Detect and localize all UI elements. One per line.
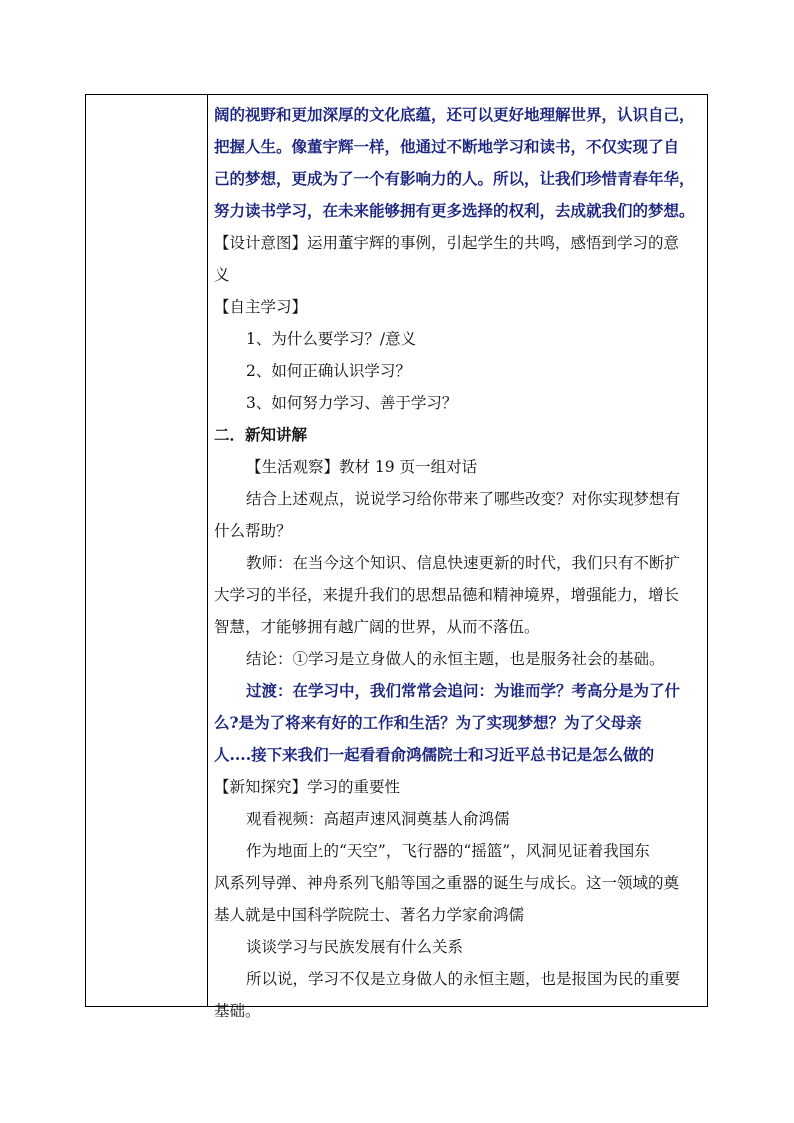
text-line: 【生活观察】教材 19 页一组对话 <box>246 458 478 476</box>
text-line: 过渡：在学习中，我们常常会追问：为谁而学？考高分是为了什 <box>246 681 681 700</box>
text-line: 义 <box>214 266 230 284</box>
text-line: 己的梦想，更成为了一个有影响力的人。所以，让我们珍惜青春年华， <box>214 169 695 188</box>
text-line: 【设计意图】运用董宇辉的事例，引起学生的共鸣，感悟到学习的意 <box>214 234 680 252</box>
column-divider <box>207 95 208 1006</box>
text-line: 努力读书学习，在未来能够拥有更多选择的权利，去成就我们的梦想。 <box>214 201 695 220</box>
text-line: 【自主学习】 <box>214 298 308 316</box>
lesson-content-cell <box>214 99 704 1027</box>
text-line: 1、为什么要学习？/意义 <box>246 330 417 348</box>
text-line: 二．新知讲解 <box>214 425 308 444</box>
lesson-table <box>85 94 708 1020</box>
text-line: 基人就是中国科学院院士、著名力学家俞鸿儒 <box>214 906 525 924</box>
text-line: 谈谈学习与民族发展有什么关系 <box>246 938 464 956</box>
text-line: 所以说，学习不仅是立身做人的永恒主题，也是报国为民的重要 <box>246 970 681 988</box>
text-line: 人....接下来我们一起看看俞鸿儒院士和习近平总书记是怎么做的 <box>214 745 655 764</box>
text-line: 把握人生。像董宇辉一样，他通过不断地学习和读书，不仅实现了自 <box>214 137 680 156</box>
text-line: 结论：①学习是立身做人的永恒主题，也是服务社会的基础。 <box>246 650 665 668</box>
text-line: 智慧，才能够拥有越广阔的世界，从而不落伍。 <box>214 618 540 636</box>
text-line: 什么帮助？ <box>214 522 292 540</box>
text-line: 结合上述观点，说说学习给你带来了哪些改变？对你实现梦想有 <box>246 490 681 508</box>
text-line: 阔的视野和更加深厚的文化底蕴，还可以更好地理解世界，认识自己， <box>214 105 695 124</box>
text-line: 2、如何正确认识学习？ <box>246 362 411 380</box>
text-line: 【新知探究】学习的重要性 <box>214 778 401 796</box>
text-line: 大学习的半径，来提升我们的思想品德和精神境界，增强能力，增长 <box>214 586 680 604</box>
text-line: 基础。 <box>214 1002 261 1020</box>
text-line: 作为地面上的“天空”，飞行器的“摇篮”，风洞见证着我国东 <box>246 842 650 860</box>
text-line: 风系列导弹、神舟系列飞船等国之重器的诞生与成长。这一领域的奠 <box>214 874 680 892</box>
text-line: 么?是为了将来有好的工作和生活？为了实现梦想？为了父母亲 <box>214 713 642 732</box>
text-line: 3、如何努力学习、善于学习？ <box>246 394 458 412</box>
text-line: 观看视频：高超声速风洞奠基人俞鸿儒 <box>246 810 510 828</box>
text-line: 教师：在当今这个知识、信息快速更新的时代，我们只有不断扩 <box>246 554 681 572</box>
